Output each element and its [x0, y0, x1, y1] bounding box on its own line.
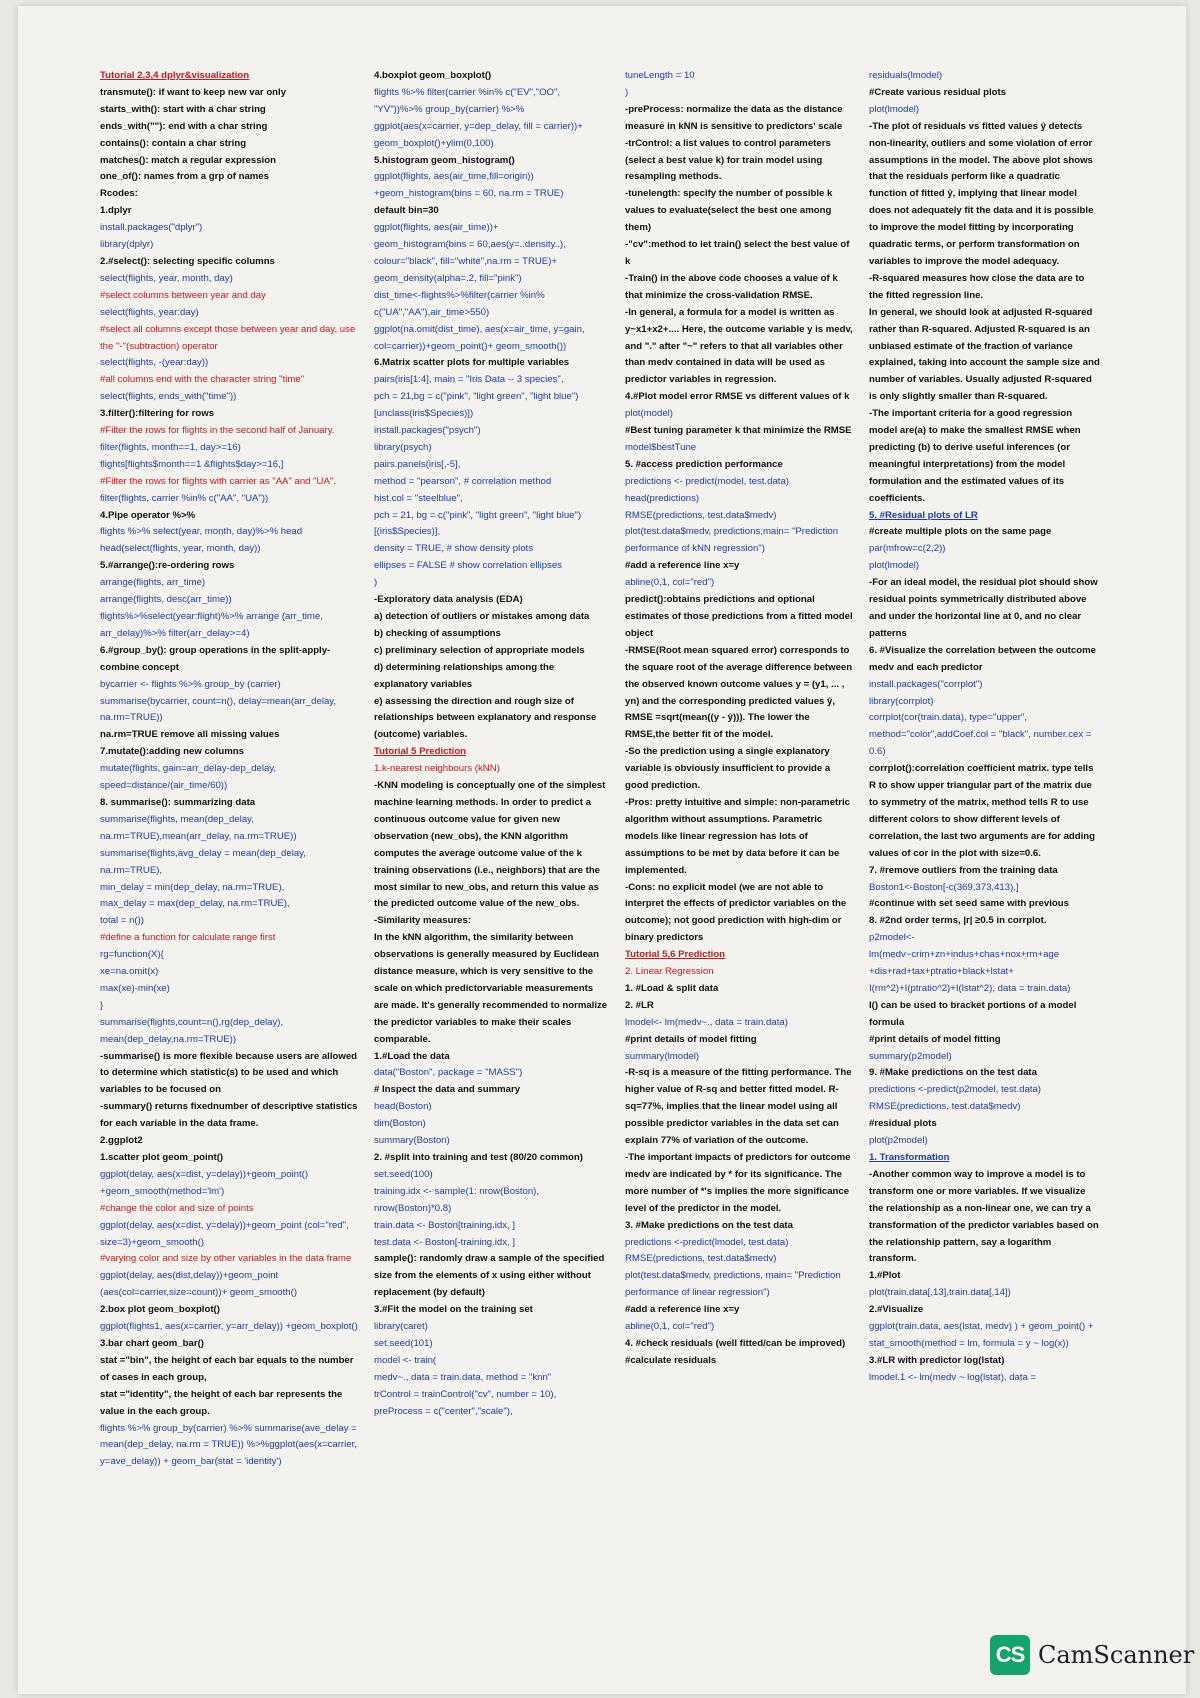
note-line: stat ="bin", the height of each bar equals to the number of cases in each group, [100, 1354, 354, 1383]
note-line: 6.#group_by(): group operations in the split-apply-combine concept [100, 644, 331, 673]
note-line: default bin=30 [374, 205, 439, 217]
note-line: preProcess = c("center","scale"), [374, 1405, 513, 1417]
note-line: +geom_histogram(bins = 60, na.rm = TRUE) [374, 188, 564, 200]
note-line: -Similarity measures: [374, 915, 472, 927]
note-line: 3.bar chart geom_bar() [100, 1337, 204, 1349]
note-line: #add a reference line x=y [625, 560, 740, 572]
note-line: plot(train.data[,13],train.data[,14]) [869, 1287, 1011, 1299]
note-line: set.seed(101) [374, 1337, 433, 1349]
note-line: dim(Boston) [374, 1118, 426, 1130]
note-line: data("Boston", package = "MASS") [374, 1067, 523, 1079]
note-line: sample(): randomly draw a sample of the specified size from the elements of x using either without replacement (by default) [374, 1253, 605, 1299]
note-line: select(flights, year, month, day) [100, 272, 233, 284]
note-line: -R-squared measures how close the data are to the fitted regression line. [869, 272, 1085, 301]
note-line: #continue with set seed same with previous [869, 898, 1069, 910]
note-line: predict():obtains predictions and optional estimates of those predictions from a fitted model object [625, 594, 853, 639]
note-line: max_delay = max(dep_delay, na.rm=TRUE), [100, 898, 290, 910]
note-line: flights %>% group_by(carrier) %>% summarise(ave_delay = mean(dep_delay, na.rm = TRUE)) %>%ggplot(aes(x=carrier, y=ave_delay)) + geom_bar(stat = 'identity') [100, 1422, 357, 1468]
note-line: ggplot(train.data, aes(lstat, medv) ) + geom_point() + stat_smooth(method = lm, formula = y ~ log(x)) [869, 1321, 1094, 1349]
note-line: mutate(flights, gain=arr_delay-dep_delay, speed=distance/(air_time/60)) [100, 763, 277, 792]
note-line: 1.k-nearest neighbours (kNN) [374, 763, 500, 775]
note-line: stat ="identity", the height of each bar represents the value in the each group. [100, 1388, 343, 1417]
note-line: model$bestTune [625, 441, 697, 453]
note-line: 4. #check residuals (well fitted/can be improved) [625, 1337, 846, 1349]
note-line: # Inspect the data and summary [374, 1084, 521, 1096]
note-line: 1.#Plot [869, 1270, 901, 1282]
note-line: #Best tuning parameter k that minimize the RMSE [625, 425, 852, 437]
note-line: ggplot(flights, aes(air_time))+ [374, 222, 499, 234]
note-line: -Exploratory data analysis (EDA) [374, 594, 523, 606]
note-line: 2.#select(): selecting specific columns [100, 255, 275, 267]
note-line: #print details of model fitting [625, 1033, 757, 1045]
note-line: -preProcess: normalize the data as the distance measure in kNN is sensitive to predictors' scale [625, 103, 843, 132]
note-line: Rcodes: [100, 188, 138, 200]
note-line: -trControl: a list values to control parameters (select a best value k) for train model using resampling methods. [625, 137, 831, 183]
note-line: one_of(): names from a grp of names [100, 171, 269, 183]
note-line: summary(lmodel) [625, 1050, 700, 1062]
note-line: total = n()) [100, 915, 144, 927]
note-line: Boston1<-Boston[-c(369,373,413),] [869, 881, 1019, 893]
note-line: 7.mutate():adding new columns [100, 746, 244, 758]
note-line: ggplot(flights, aes(air_time,fill=origin)) [374, 171, 534, 183]
note-line: lmodel<- lm(medv~., data = train.data) [625, 1016, 788, 1028]
note-line: #define a function for calculate range first [100, 932, 276, 944]
note-line: 6. #Visualize the correlation between the outcome medv and each predictor [869, 644, 1096, 673]
note-line: ) [625, 86, 629, 98]
note-line: ggplot(delay, aes(x=dist, y=delay))+geom_point (col="red", size=3)+geom_smooth() [100, 1219, 349, 1248]
cheat-sheet [100, 68, 1100, 1613]
note-line: ggplot(delay, aes(dist,delay))+geom_point (aes(col=carrier,size=count))+ geom_smooth() [100, 1270, 298, 1299]
note-line: 2. #split into training and test (80/20 common) [374, 1152, 583, 1163]
note-line: 1.scatter plot geom_point() [100, 1152, 224, 1163]
note-line: summary(p2model) [869, 1050, 952, 1062]
note-line: -"cv":method to let train() select the best value of k [625, 239, 850, 267]
note-line: flights %>% filter(carrier %in% c("EV","OO", "YV"))%>% group_by(carrier) %>% [374, 86, 561, 115]
note-line: filter(flights, month==1, day>=16) [100, 441, 241, 453]
note-line: filter(flights, carrier %in% c("AA", "UA")) [100, 492, 269, 504]
note-line: #change the color and size of points [100, 1202, 254, 1214]
note-line: xe=na.omit(x) [100, 966, 159, 978]
note-line: hist.col = "steelblue", [374, 492, 463, 504]
note-line: -RMSE(Root mean squared error) corresponds to the square root of the average difference between the observed known outcome values y = (y1, ... , yn) and the corresponding predicted values ŷ, RMSE =sqrt(mean((y - ŷ))). The lower the RMSE,the better fit of the model. [625, 644, 853, 741]
note-line: I() can be used to bracket portions of a model formula [869, 999, 1077, 1028]
note-line: 9. #Make predictions on the test data [869, 1067, 1037, 1079]
note-line: Tutorial 5,6 Prediction [625, 949, 726, 961]
note-line: #Filter the rows for flights with carrier as "AA" and "UA". [100, 475, 336, 487]
note-line: max(xe)-min(xe) [100, 982, 170, 994]
note-line: pairs(iris[1:4], main = "Iris Data -- 3 species", [374, 374, 564, 386]
note-line: contains(): contain a char string [100, 137, 247, 149]
note-line: 4.#Plot model error RMSE vs different values of k [625, 391, 850, 403]
note-line: plot(lmodel) [869, 103, 920, 115]
note-line: 2. #LR [625, 999, 654, 1011]
note-line: a) detection of outliers or mistakes among data [374, 611, 590, 622]
note-line: 3.#Fit the model on the training set [374, 1304, 533, 1316]
note-line: -For an ideal model, the residual plot should show residual points symmetrically distributed above and under the horizontal line at 0, and no clear patterns [869, 577, 1098, 639]
note-line: -The plot of residuals vs fitted values ŷ detects non-linearity, outliers and some violation of error assumptions in the model. The above plot shows that the residuals perform like a quadratic function of fitted ŷ, implying that linear model does not adequately fit the data and it is possible to improve the model fitting by incorporating quadratic terms, or perform transformation on variables to improve the model adequacy. [869, 120, 1094, 267]
note-line: 1.#Load the data [374, 1050, 450, 1062]
note-line: corrplot(cor(train.data), type="upper", method="color",addCoef.col = "black", number.cex = 0.6) [869, 712, 1092, 758]
note-line: p2model<- [869, 932, 915, 944]
note-line: flights %>% select(year, month, day)%>% head [100, 526, 303, 538]
column-3 [625, 68, 853, 1613]
note-line: head(Boston) [374, 1101, 432, 1113]
note-line: 1.dplyr [100, 205, 132, 217]
note-line: ellipses = FALSE # show correlation ellipses [374, 560, 562, 572]
note-line: select(flights, year:day) [100, 306, 199, 318]
note-line: -summary() returns fixednumber of descriptive statistics for each variable in the data frame. [100, 1101, 358, 1130]
note-line: abline(0,1, col="red") [625, 577, 715, 589]
note-line: library(caret) [374, 1321, 428, 1333]
note-line: #select columns between year and day [100, 289, 266, 301]
note-line: -Cons: no explicit model (we are not able to interpret the effects of predictor variables on the outcome); not good prediction with high-dim or binary predictors [625, 881, 847, 944]
note-line: select(flights, ends_with("time")) [100, 391, 237, 403]
note-line: head(select(flights, year, month, day)) [100, 543, 261, 555]
note-line: #select all columns except those between year and day, use the "-"(subtraction) operator [100, 323, 356, 352]
note-line: -summarise() is more flexible because users are allowed to determine which statistic(s) to be used and which variables to be focused on [100, 1050, 358, 1096]
note-line: 1. Transformation [869, 1152, 950, 1163]
note-line: train.data <- Boston[training.idx, ] [374, 1219, 516, 1231]
note-line: 5.histogram geom_histogram() [374, 154, 515, 166]
note-line: plot(lmodel) [869, 560, 920, 572]
note-line: plot(test.data$medv, predictions,main= "Prediction performance of kNN regression") [625, 526, 839, 555]
note-line: 5.#arrange():re-ordering rows [100, 560, 235, 572]
note-line: summarise(flights, mean(dep_delay, na.rm=TRUE),mean(arr_delay, na.rm=TRUE)) [100, 813, 297, 842]
note-line: 7. #remove outliers from the training data [869, 864, 1058, 876]
logo-badge-text: CS [995, 1642, 1025, 1667]
note-line: lmodel.1 <- lm(medv ~ log(lstat), data = [869, 1371, 1037, 1383]
note-line: #varying color and size by other variables in the data frame [100, 1253, 352, 1265]
note-line: predictions <- predict(model, test.data) [625, 475, 789, 487]
note-line: lm(medv~crim+zn+indus+chas+nox+rm+age +dis+rad+tax+ptratio+black+lstat+ I(rm^2)+I(ptratio^2)+I(lstat^2), data = train.data) [869, 949, 1071, 994]
note-line: residuals(lmodel) [869, 70, 943, 81]
note-line: tuneLength = 10 [625, 70, 695, 81]
note-line: pch = 21, bg = c("pink", "light green", "light blue")[(iris$Species)], [374, 509, 582, 538]
note-line: predictions <-predict(lmodel, test.data) [625, 1236, 789, 1248]
note-line: dist_time<-flights%>%filter(carrier %in% c("UA","AA"),air_time>550) [374, 289, 545, 318]
note-line: training.idx <- sample(1: nrow(Boston), nrow(Boston)*0.8) [374, 1185, 540, 1214]
note-line: 8. #2nd order terms, |r| ≥0.5 in corrplot. [869, 915, 1047, 927]
note-line: arrange(flights, arr_time) [100, 577, 206, 589]
column-1 [100, 68, 358, 1613]
note-line: install.packages("corrplot") [869, 678, 983, 690]
note-line: -So the prediction using a single explanatory variable is obviously insufficient to provide a good prediction. [625, 746, 831, 792]
note-line: plot(test.data$medv, predictions, main= "Prediction performance of linear regression") [625, 1270, 841, 1299]
note-line: min_delay = min(dep_delay, na.rm=TRUE), [100, 881, 285, 893]
camscanner-logo-icon [990, 1635, 1030, 1675]
note-line: e) assessing the direction and rough size of relationships between explanatory and response (outcome) variables. [374, 695, 597, 741]
note-line: summarise(flights,avg_delay = mean(dep_delay, na.rm=TRUE), [100, 847, 306, 876]
note-line: Tutorial 2,3,4 dplyr&visualization [100, 70, 250, 81]
note-line: 3. #Make predictions on the test data [625, 1219, 793, 1231]
note-line: #all columns end with the character string "time" [100, 374, 305, 386]
note-line: abline(0,1, col="red") [625, 1321, 715, 1333]
note-line: geom_density(alpha=.2, fill="pink") [374, 272, 522, 284]
note-line: na.rm=TRUE remove all missing values [100, 729, 280, 741]
note-line: set.seed(100) [374, 1168, 433, 1180]
note-line: 5. #Residual plots of LR [869, 509, 978, 521]
note-line: plot(model) [625, 408, 673, 420]
note-line: summarise(bycarrier, count=n(), delay=mean(arr_delay, na.rm=TRUE)) [100, 695, 337, 724]
note-line: pch = 21,bg = c("pink", "light green", "light blue") [unclass(iris$Species)]) [374, 391, 579, 420]
note-line: 5. #access prediction performance [625, 458, 783, 470]
note-line: head(predictions) [625, 492, 700, 504]
note-line: #Filter the rows for flights in the second half of January. [100, 425, 335, 437]
note-line: medv~., data = train.data, method = "knn" [374, 1371, 552, 1383]
note-line: summarise(flights,count=n(),rg(dep_delay), mean(dep_delay,na.rm=TRUE)) [100, 1016, 284, 1045]
column-4 [869, 68, 1100, 1613]
note-line: ggplot(aes(x=carrier, y=dep_delay, fill = carrier))+ geom_boxplot()+ylim(0,100) [374, 120, 583, 149]
note-line: starts_with(): start with a char string [100, 103, 266, 115]
note-line: RMSE(predictions, test.data$medv) [625, 509, 777, 521]
note-line: #create multiple plots on the same page [869, 526, 1052, 538]
note-line: bycarrier <- flights %>% group_by (carrier) [100, 678, 281, 690]
note-line: 1. #Load & split data [625, 982, 719, 994]
note-line: library(psych) [374, 441, 432, 453]
note-line: arrange(flights, desc(arr_time)) [100, 594, 232, 606]
note-line: ggplot(na.omit(dist_time), aes(x=air_time, y=gain, col=carrier))+geom_point()+ geom_smooth()) [374, 323, 585, 352]
note-line: geom_histogram(bins = 60,aes(y=..density..), colour="black", fill="white",na.rm = TRUE)+ [374, 239, 566, 267]
note-line: 2.ggplot2 [100, 1135, 143, 1147]
note-line: 3.#LR with predictor log(lstat) [869, 1354, 1005, 1366]
note-line: 8. summarise(): summarizing data [100, 796, 256, 808]
note-line: library(dplyr) [100, 239, 154, 251]
note-line: 6.Matrix scatter plots for multiple variables [374, 357, 570, 369]
note-line: pairs.panels(iris[,-5], [374, 458, 461, 470]
note-line: corrplot():correlation coefficient matrix. type tells R to show upper triangular part of the matrix due to symmetry of the matrix, method tells R to use different colors to show different levels of correlation, the last two arguments are for adding values of cor in the plot with size=0.6. [869, 763, 1096, 859]
note-line: rg=function(X){ [100, 949, 164, 961]
note-line: -tunelength: specify the number of possible k values to evaluate(select the best one among them) [625, 188, 833, 234]
note-line: density = TRUE, # show density plots [374, 543, 533, 555]
note-line: 3.filter():filtering for rows [100, 408, 215, 420]
note-line: install.packages("psych") [374, 425, 481, 437]
note-line: summary(Boston) [374, 1135, 450, 1147]
note-line: d) determining relationships among the explanatory variables [374, 661, 555, 690]
note-line: test.data <- Boston[-training.idx, ] [374, 1236, 516, 1248]
note-line: In general, we should look at adjusted R-squared rather than R-squared. Adjusted R-squared is an unbiased estimate of the fraction of variance explained, taking into account the sample size and number of variables. Usually adjusted R-squared is only slightly smaller than R-squared. [869, 306, 1100, 403]
note-line: -Train() in the above code chooses a value of k that minimize the cross-validation RMSE. [625, 272, 838, 301]
note-line: -KNN modeling is conceptually one of the simplest machine learning methods. In order to predict a continuous outcome value for given new observation (new_obs), the KNN algorithm computes the average outcome value of the k training observations (i.e., neighbors) that are the most similar to new_obs, and return this value as the predicted outcome value of the new_obs. [374, 780, 606, 910]
note-line: -The important criteria for a good regression model are(a) to make the smallest RMSE when predicting (b) to derive useful inferences (or meaningful interpretations) from the model formulation and the estimated values of its coefficients. [869, 408, 1081, 504]
note-line: plot(p2model) [869, 1135, 928, 1147]
note-line: In the kNN algorithm, the similarity between observations is generally measured by Euclidean distance measure, which is very sensitive to the scale on which predictorvariable measurements are made. It's generally recommended to normalize the predictor variables to make their scales comparable. [374, 932, 608, 1045]
note-line: RMSE(predictions, test.data$medv) [625, 1253, 777, 1265]
note-line: ggplot(delay, aes(x=dist, y=delay))+geom_point() +geom_smooth(method='lm') [100, 1168, 309, 1197]
note-line: -The important impacts of predictors for outcome medv are indicated by * for its significance. The more number of *'s implies the more significance level of the predictor in the model. [625, 1152, 851, 1214]
scanned-page [18, 6, 1186, 1694]
note-line: -Pros: pretty intuitive and simple: non-parametric algorithm without assumptions. Parametric models like linear regression has lots of assumptions to be met by data before it can be implemented. [625, 796, 850, 876]
note-line: flights%>%select(year:flight)%>% arrange (arr_time, arr_delay)%>% filter(arr_delay>=4) [100, 611, 323, 639]
note-line: model <- train( [374, 1354, 437, 1366]
note-line: 4.Pipe operator %>% [100, 509, 196, 521]
note-line: -R-sq is a measure of the fitting performance. The higher value of R-sq and better fitted model. R-sq=77%, implies that the linear model using all possible predictor variables in the data set can explain 77% of variation of the outcome. [625, 1067, 852, 1147]
note-line: matches(): match a regular expression [100, 154, 276, 166]
camscanner-watermark [990, 1633, 1194, 1677]
note-line: Tutorial 5 Prediction [374, 746, 467, 758]
note-line: #calculate residuals [625, 1354, 717, 1366]
note-line: 4.boxplot geom_boxplot() [374, 70, 492, 81]
note-line: 2.box plot geom_boxplot() [100, 1304, 220, 1316]
note-line: flights[flights$month==1 &flights$day>=16,] [100, 458, 284, 470]
note-line: transmute(): if want to keep new var only [100, 86, 287, 98]
note-line: -In general, a formula for a model is written as y~x1+x2+.... Here, the outcome variable y is medv, and "." after "~" refers to that all variables other than medv contained in data will be used as predictor variables in regression. [625, 306, 853, 386]
note-line: library(corrplot) [869, 695, 934, 707]
note-line: method = "pearson", # correlation method [374, 475, 552, 487]
note-line: ) [374, 577, 378, 589]
note-line: ends_with(""): end with a char string [100, 120, 268, 132]
note-line: c) preliminary selection of appropriate models [374, 644, 585, 656]
note-line: RMSE(predictions, test.data$medv) [869, 1101, 1021, 1113]
note-line: par(mfrow=c(2,2)) [869, 543, 946, 555]
note-line: predictions <-predict(p2model, test.data) [869, 1084, 1041, 1096]
note-line: #residual plots [869, 1118, 937, 1130]
note-line: 2. Linear Regression [625, 966, 714, 978]
note-line: install.packages("dplyr") [100, 222, 203, 234]
note-line: ggplot(flights1, aes(x=carrier, y=arr_delay)) +geom_boxplot() [100, 1321, 358, 1333]
note-line: } [100, 999, 104, 1011]
note-line: b) checking of assumptions [374, 627, 501, 639]
column-2 [374, 68, 609, 1613]
note-line: #add a reference line x=y [625, 1304, 740, 1316]
note-line: select(flights, -(year:day)) [100, 357, 209, 369]
note-line: trControl = trainControl("cv", number = 10), [374, 1388, 557, 1400]
note-line: -Another common way to improve a model is to transform one or more variables. If we visualize the relationship as a non-linear one, we can try a transformation of the predictor variables based on the relationship pattern, say a logarithm transform. [869, 1168, 1099, 1265]
note-line: #Create various residual plots [869, 86, 1007, 98]
note-line: 2.#Visualize [869, 1304, 924, 1316]
logo-name: CamScanner [1038, 1641, 1195, 1669]
note-line: #print details of model fitting [869, 1033, 1001, 1045]
